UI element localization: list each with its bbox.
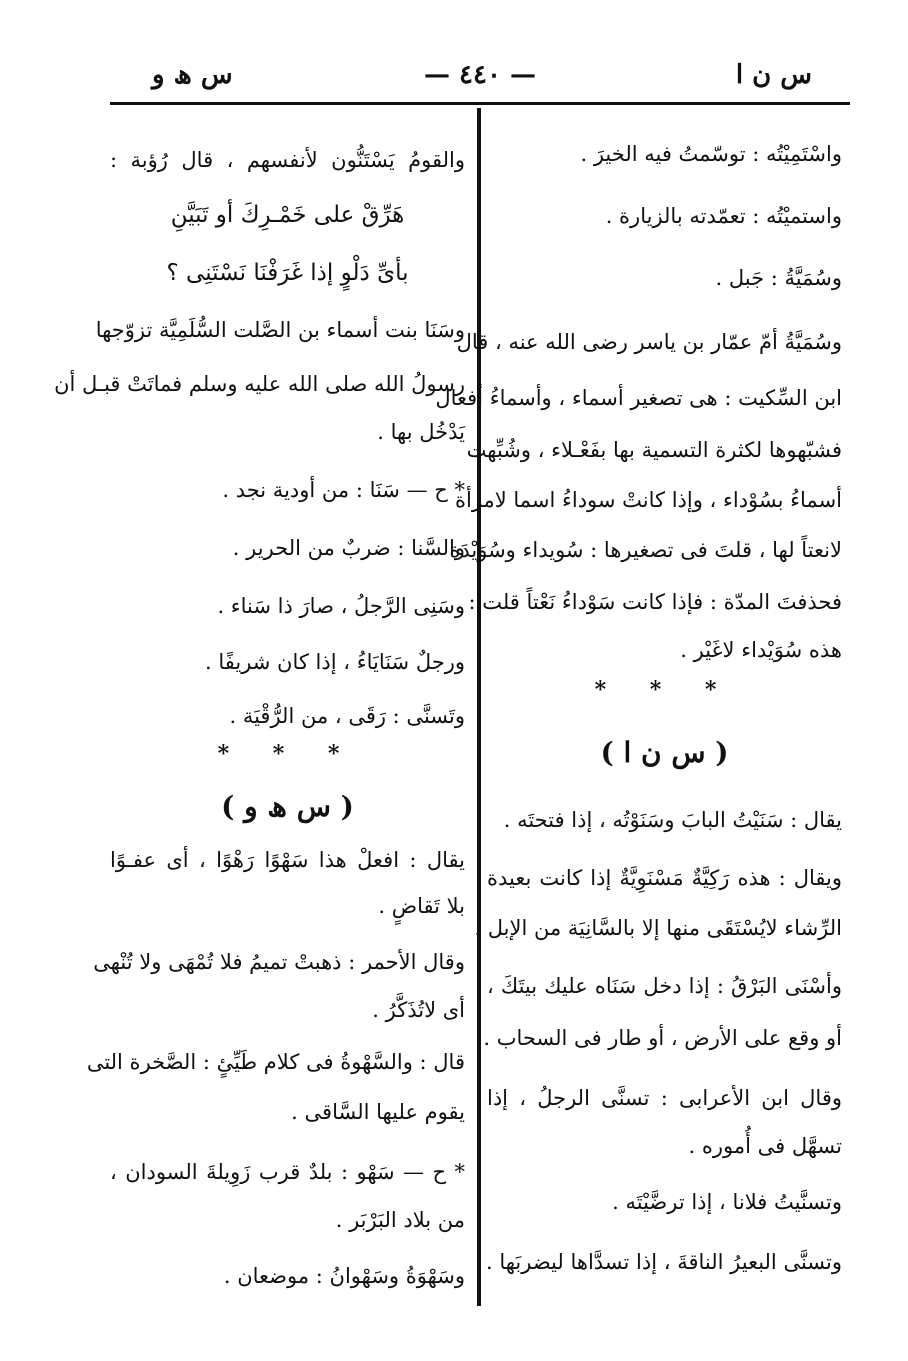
text-line: واستميْتُه : تعمّدته بالزيارة . [605, 204, 842, 228]
text-line: والسَّنا : ضربٌ من الحرير . [232, 536, 465, 560]
text-line: وتَسنَّى : رَقَى ، من الرُّقْيَة . [229, 704, 465, 728]
text-line: ابن السِّكيت : هى تصغير أسماء ، وأسماءُ أفعال [435, 386, 842, 410]
text-line: والقومُ يَسْتَنُّون لأنفسهم ، قال رُؤبة : [110, 148, 465, 172]
page-number: — ٤٤٠ — [423, 60, 537, 90]
text-line: ويقال : هذه رَكِيَّةٌ مَسْنَوِيَّةٌ إذا كانت بعيدة [487, 866, 842, 890]
text-line: وسُمَيَّةُ أمّ عمّار بن ياسر رضى الله عنه ، قال [456, 330, 842, 354]
text-line: * ح — سَنَا : من أودية نجد . [222, 478, 465, 502]
text-line: بلا تَقاضٍ . [378, 894, 465, 918]
text-line: وتسنَّى البعيرُ الناقةَ ، إذا تسدَّاها ليضربَها . [485, 1250, 842, 1274]
header-root-right: س ن ا [735, 60, 812, 90]
verse-line: هَرِّقْ على خَمْـرِكَ أو تَبَيَّنِ [170, 202, 405, 228]
text-line: وسَنَا بنت أسماء بن الصَّلت السُّلَمِيَّة تزوّجها [95, 318, 465, 342]
text-line: وقال الأحمر : ذهبتْ تميمُ فلا تُمْهَى ولا تُنْهى [93, 950, 465, 974]
verse-line: بأىِّ دَلْوٍ إذا غَرَفْنَا نَسْتَنِى ؟ [166, 260, 409, 286]
text-line: يقال : سَنَيْتُ البابَ وسَنَوْتُه ، إذا فتحتَه . [503, 808, 842, 832]
text-line: يَدْخُل بها . [377, 420, 465, 444]
column-divider [477, 108, 481, 1306]
text-line: يقوم عليها السَّاقى . [291, 1100, 465, 1124]
text-line: لانعتاً لها ، قلتَ فى تصغيرها : سُويداء وسُوَيْدَة [449, 538, 842, 562]
text-line: قال : والسَّهْوةُ فى كلام طَيِّئٍ : الصَّخرة التى [86, 1050, 465, 1074]
text-line: وسَهْوَةُ وسَهْوانُ : موضعان . [223, 1264, 465, 1288]
text-line: واسْتَمِيْتُه : توسّمتُ فيه الخيرَ . [580, 142, 842, 166]
text-line: ورجلٌ سَنَايَاءُ ، إذا كان شريفًا . [204, 650, 465, 674]
text-line: وتسنَّيتُ فلانا ، إذا ترضَّيْتَه . [612, 1190, 842, 1214]
section-heading: ( س ن ا ) [600, 736, 729, 769]
text-line: أسماءُ بسُوْداء ، وإذا كانتْ سوداءُ اسما لامرأة [455, 488, 842, 512]
page-header [110, 52, 850, 100]
section-heading: ( س ھ و ) [221, 790, 354, 823]
text-line: وأسْنَى البَرْقُ : إذا دخل سَنَاه عليك بيتَكَ ، [487, 974, 842, 998]
text-line: فشبّهوها لكثرة التسمية بها بفَعْـلاء ، وشُبِّهت [466, 438, 842, 462]
text-line: فحذفتَ المدّة : فإذا كانت سَوْداءُ نَعْتاً قلت : [468, 590, 842, 614]
text-line: * ح — سَهْو : بلدٌ قرب زَوِيلةَ السودان ، [110, 1160, 465, 1184]
text-line: وسَنِى الرَّجلُ ، صارَ ذا سَناء . [217, 594, 465, 618]
text-line: الرِّشاء لايُسْتَقَى منها إلا بالسَّانِيَة من الإبل . [474, 916, 842, 940]
text-line: هذه سُوَيْداء لاغَيْر . [680, 638, 842, 662]
text-line: وسُمَيَّةُ : جَبل . [715, 266, 842, 290]
section-separator: * * * [594, 677, 735, 703]
text-line: أو وقع على الأرض ، أو طار فى السحاب . [483, 1026, 842, 1050]
text-line: يقال : افعلْ هذا سَهْوًا رَهْوًا ، أى عفـوًا [110, 848, 465, 872]
text-line: من بلاد البَرْبَر . [335, 1208, 465, 1232]
text-line: وقال ابن الأعرابى : تسنَّى الرجلُ ، إذا [487, 1086, 842, 1110]
text-line: تسهَّل فى أُموره . [688, 1134, 842, 1158]
text-line: رسولُ الله صلى الله عليه وسلم فماتَتْ قبـل أن [54, 372, 465, 396]
header-root-left: س ھ و [152, 60, 233, 90]
section-separator: * * * [217, 741, 358, 767]
text-line: أى لاتُذَكَّرُ . [372, 998, 465, 1022]
header-rule [110, 102, 850, 105]
